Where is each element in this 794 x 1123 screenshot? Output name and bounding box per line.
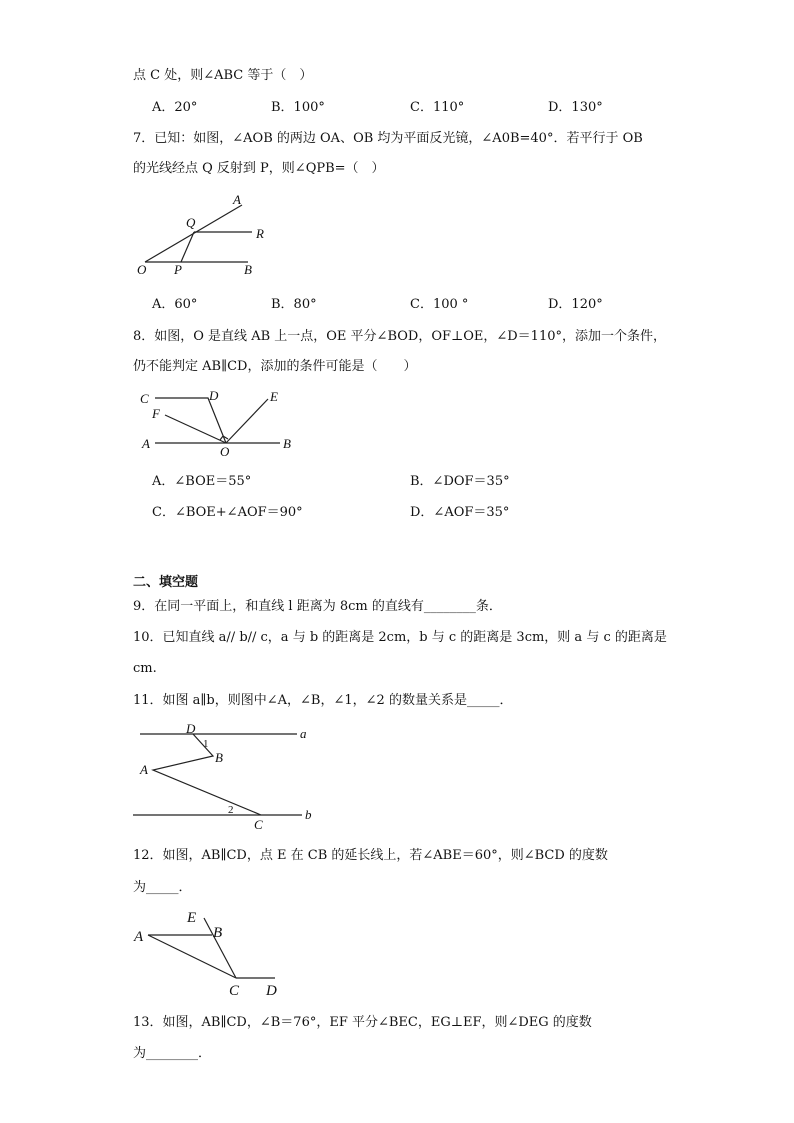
q12-label-b: B	[213, 925, 223, 941]
q6-option-a: A．20°	[152, 100, 198, 115]
q10-stem-line1: 10．已知直线 a// b// c，a 与 b 的距离是 2cm，b 与 c 的距离是 3cm，则 a 与 c 的距离是	[133, 630, 667, 645]
q12-stem-line2: 为_____．	[133, 880, 192, 895]
q8-label-o: O	[220, 444, 230, 459]
section-title: 二、填空题	[133, 575, 199, 590]
q10-stem-line2: cm.	[133, 661, 157, 676]
q8-label-c: C	[140, 391, 149, 406]
q6-option-b: B．100°	[271, 100, 325, 115]
q7-label-p: P	[174, 262, 182, 277]
q12-label-e: E	[187, 910, 197, 926]
q11-label-2: 2	[228, 804, 234, 816]
q8-label-e: E	[270, 389, 278, 404]
q12-label-c: C	[229, 983, 240, 999]
q13-stem-line1: 13．如图，AB∥CD，∠B＝76°，EF 平分∠BEC，EG⊥EF，则∠DEG 的度数	[133, 1015, 592, 1030]
q11-label-d: D	[186, 721, 196, 736]
q6-option-d: D．130°	[548, 100, 603, 115]
q7-option-d: D．120°	[548, 297, 603, 312]
q7-label-b: B	[244, 262, 252, 277]
q8-option-a: A．∠BOE＝55°	[152, 474, 252, 489]
q7-option-b: B．80°	[271, 297, 317, 312]
q6-option-c: C．110°	[410, 100, 465, 115]
q8-option-d: D．∠AOF＝35°	[410, 505, 510, 520]
q7-label-a: A	[233, 192, 241, 207]
q12-label-a: A	[134, 929, 144, 945]
q11-label-a: A	[140, 762, 148, 777]
q8-label-d: D	[209, 388, 219, 403]
q9-stem: 9．在同一平面上，和直线 l 距离为 8cm 的直线有________条．	[133, 599, 502, 614]
q7-label-o: O	[137, 262, 147, 277]
q7-stem-line1: 7．已知：如图，∠AOB 的两边 OA、OB 均为平面反光镜，∠A0B=40°．若平行于 OB	[133, 131, 643, 146]
q11-label-b: B	[215, 750, 223, 765]
q7-label-r: R	[256, 226, 264, 241]
q8-label-b: B	[283, 436, 291, 451]
q8-label-a: A	[142, 436, 150, 451]
q8-stem-line2: 仍不能判定 AB∥CD，添加的条件可能是（ ）	[133, 359, 417, 374]
q7-stem-line2: 的光线经点 Q 反射到 P，则∠QPB=（ ）	[133, 161, 385, 176]
q8-option-c: C．∠BOE+∠AOF＝90°	[152, 505, 303, 520]
q11-label-c: C	[254, 817, 263, 832]
q7-option-c: C．100 °	[410, 297, 469, 312]
q7-label-q: Q	[186, 215, 196, 230]
q11-label-1: 1	[203, 738, 209, 750]
q8-stem-line1: 8．如图，O 是直线 AB 上一点，OE 平分∠BOD，OF⊥OE，∠D＝110°，添加一个条件，	[133, 329, 666, 344]
q6-tail: 点 C 处，则∠ABC 等于（ ）	[133, 68, 313, 83]
q12-label-d: D	[266, 983, 277, 999]
q12-stem-line1: 12．如图，AB∥CD，点 E 在 CB 的延长线上，若∠ABE＝60°，则∠BCD 的度数	[133, 848, 608, 863]
q8-option-b: B．∠DOF＝35°	[410, 474, 510, 489]
q11-label-b-line: b	[305, 807, 312, 822]
q8-label-f: F	[152, 406, 160, 421]
q11-label-a-line: a	[300, 726, 307, 741]
q7-option-a: A．60°	[152, 297, 198, 312]
q13-stem-line2: 为________．	[133, 1046, 212, 1061]
q11-stem: 11．如图 a∥b，则图中∠A，∠B，∠1，∠2 的数量关系是_____．	[133, 693, 513, 708]
